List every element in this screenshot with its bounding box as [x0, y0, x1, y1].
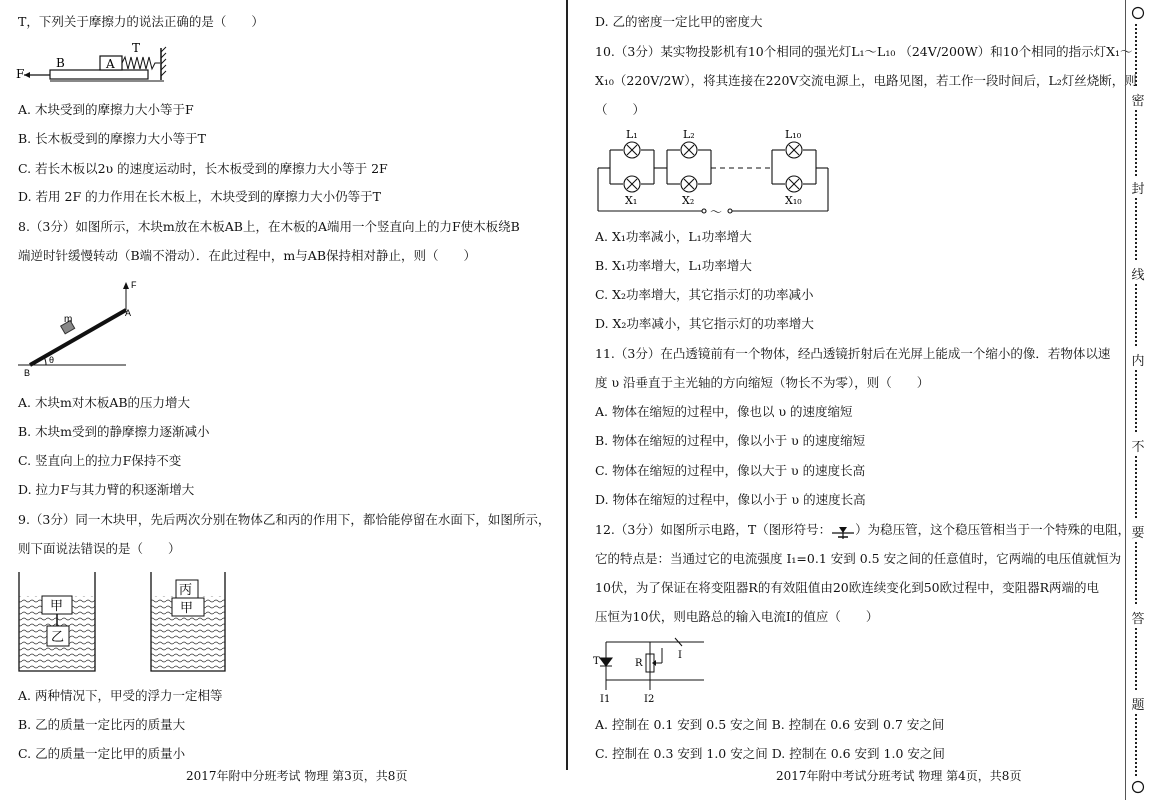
q7-option-c: C. 若长木板以2υ 的速度运动时，长木板受到的摩擦力大小等于 2F [18, 161, 388, 176]
q12-stem-line4: 压恒为10伏，则电路总的输入电流I的值应（ ） [595, 609, 879, 624]
q12-label-T: T [593, 656, 600, 667]
q10-stem-line2: X₁₀（220V/2W），将其连接在220V交流电源上，电路见图，若工作一段时间后，L₂灯丝烧断，则 [595, 73, 1137, 88]
q9-label-bing: 丙 [179, 583, 193, 598]
binding-hole-icon [1131, 6, 1145, 20]
q7-option-a: A. 木块受到的摩擦力大小等于F [18, 102, 194, 117]
q9-figure [14, 568, 244, 678]
q11-stem-line2: 度 υ 沿垂直于主光轴的方向缩短（物长不为零），则（ ） [595, 375, 930, 390]
seal-dots [1135, 370, 1143, 432]
q8-figure [14, 280, 144, 380]
q8-stem-line2: 端逆时针缓慢转动（B端不滑动）．在此过程中，m与AB保持相对静止，则（ ） [18, 248, 477, 263]
q9-option-c: C. 乙的质量一定比甲的质量小 [18, 746, 186, 761]
q12-stem-line1-end: ）为稳压管，这个稳压管相当于一个特殊的电阻， [855, 522, 1131, 537]
q8-label-A: A [125, 308, 132, 318]
seal-char-2: 封 [1131, 182, 1145, 197]
q11-option-d: D. 物体在缩短的过程中，像以小于 υ 的速度长高 [595, 492, 866, 507]
seal-dots [1135, 110, 1143, 176]
binding-hole-icon [1131, 780, 1145, 794]
q10-label-L1: L₁ [626, 128, 638, 141]
seal-dots [1135, 628, 1143, 690]
q7-label-B: B [56, 56, 65, 70]
q12-options-ab: A. 控制在 0.1 安到 0.5 安之间 B. 控制在 0.6 安到 0.7 安之间 [595, 717, 945, 732]
q12-label-I2: I2 [644, 694, 655, 705]
q9-option-b: B. 乙的质量一定比丙的质量大 [18, 717, 186, 732]
q11-option-b: B. 物体在缩短的过程中，像以小于 υ 的速度缩短 [595, 433, 866, 448]
seal-char-1: 密 [1131, 94, 1145, 109]
seal-char-5: 不 [1131, 440, 1145, 455]
q8-label-F: F [131, 280, 137, 290]
q9-option-a: A. 两种情况下，甲受的浮力一定相等 [18, 688, 223, 703]
q10-stem-line3: （ ） [595, 102, 646, 117]
q10-label-X1: X₁ [625, 194, 638, 207]
seal-dots [1135, 24, 1143, 86]
q12-circuit-figure [590, 632, 710, 708]
q7-stem: T，下列关于摩擦力的说法正确的是（ ） [18, 14, 264, 29]
left-page-footer: 2017年附中分班考试 物理 第3页，共8页 [186, 769, 408, 783]
q10-option-c: C. X₂功率增大，其它指示灯的功率减小 [595, 287, 814, 302]
q9-stem-line2: 则下面说法错误的是（ ） [18, 541, 181, 556]
q9-stem-line1: 9.（3分）同一木块甲，先后两次分别在物体乙和丙的作用下，都恰能停留在水面下，如图所示， [18, 512, 551, 527]
seal-char-7: 答 [1131, 612, 1145, 627]
q11-stem-line1: 11.（3分）在凸透镜前有一个物体，经凸透镜折射后在光屏上能成一个缩小的像．若物体以速 [595, 346, 1111, 361]
q10-ac-symbol: ～ [710, 205, 723, 218]
seal-char-4: 内 [1131, 354, 1145, 369]
q12-label-I1: I1 [600, 694, 611, 705]
q10-stem-line1: 10.（3分）某实物投影机有10个相同的强光灯L₁～L₁₀ （24V/200W）和10个相同的指示灯X₁～ [595, 44, 1133, 59]
q8-label-m: m [64, 314, 73, 325]
seal-dots [1135, 542, 1143, 604]
q12-stem-line1-start: 12.（3分）如图所示电路，T（图形符号： [595, 522, 832, 537]
q9-label-jia-2: 甲 [180, 601, 194, 616]
q12-stem-line3: 10伏，为了保证在将变阻器R的有效阻值由20欧连续变化到50欧过程中，变阻器R两端的电 [595, 580, 1100, 595]
q10-option-a: A. X₁功率减小，L₁功率增大 [595, 229, 752, 244]
seal-dots [1135, 456, 1143, 518]
seal-char-3: 线 [1131, 268, 1145, 283]
q7-label-T: T [132, 41, 141, 55]
seal-dots [1135, 284, 1143, 346]
seal-dots [1135, 714, 1143, 776]
q10-label-X10: X₁₀ [785, 194, 802, 207]
q11-option-c: C. 物体在缩短的过程中，像以大于 υ 的速度长高 [595, 463, 866, 478]
seal-char-6: 要 [1131, 526, 1145, 541]
q10-label-L2: L₂ [683, 128, 695, 141]
binding-margin-line [1125, 0, 1126, 800]
seal-char-8: 题 [1131, 698, 1145, 713]
column-divider [566, 0, 568, 770]
q8-option-d: D. 拉力F与其力臂的积逐渐增大 [18, 482, 195, 497]
q8-label-B: B [24, 368, 31, 378]
q12-stem-line2: 它的特点是：当通过它的电流强度 I₁=0.1 安到 0.5 安之间的任意值时，它两端的电压值就恒为 [595, 551, 1122, 566]
q8-option-c: C. 竖直向上的拉力F保持不变 [18, 453, 182, 468]
q10-circuit-figure [592, 126, 852, 218]
q7-figure [14, 40, 174, 85]
q9-label-jia-1: 甲 [50, 599, 64, 614]
q12-stem-line1 [595, 522, 1130, 539]
q7-option-b: B. 长木板受到的摩擦力大小等于T [18, 131, 206, 146]
q12-options-cd: C. 控制在 0.3 安到 1.0 安之间 D. 控制在 0.6 安到 1.0 安之间 [595, 746, 945, 761]
zener-diode-icon [831, 523, 855, 539]
q8-option-a: A. 木块m对木板AB的压力增大 [18, 395, 191, 410]
q10-label-L10: L₁₀ [785, 128, 802, 141]
seal-line-margin [1128, 0, 1148, 800]
q12-label-I: I [678, 650, 682, 661]
q9-label-yi: 乙 [51, 630, 65, 645]
q7-label-A: A [106, 57, 115, 71]
q12-label-R: R [635, 658, 643, 669]
q8-label-theta: θ [49, 355, 55, 365]
q10-option-d: D. X₂功率减小，其它指示灯的功率增大 [595, 316, 814, 331]
seal-dots [1135, 198, 1143, 260]
q8-stem-line1: 8.（3分）如图所示，木块m放在木板AB上，在木板的A端用一个竖直向上的力F使木板绕B [18, 219, 520, 234]
q10-option-b: B. X₁功率增大，L₁功率增大 [595, 258, 752, 273]
q9-option-d: D. 乙的密度一定比甲的密度大 [595, 14, 763, 29]
q8-option-b: B. 木块m受到的静摩擦力逐渐减小 [18, 424, 210, 439]
q11-option-a: A. 物体在缩短的过程中，像也以 υ 的速度缩短 [595, 404, 853, 419]
right-page-footer: 2017年附中考试分班考试 物理 第4页，共8页 [776, 769, 1022, 783]
q10-label-X2: X₂ [682, 194, 695, 207]
q7-option-d: D. 若用 2F 的力作用在长木板上，木块受到的摩擦力大小仍等于T [18, 189, 381, 204]
q7-label-F: F [16, 67, 25, 81]
